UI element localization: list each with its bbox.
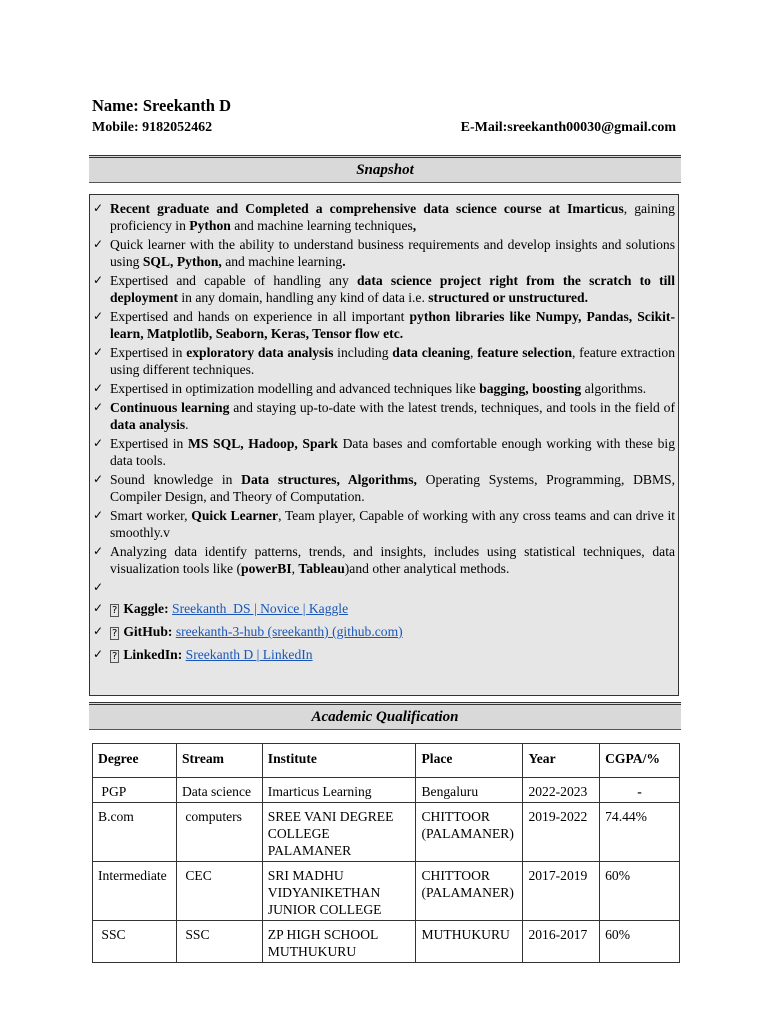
bold-text: exploratory data analysis bbox=[186, 345, 334, 360]
snapshot-item bbox=[93, 344, 675, 378]
snapshot-box bbox=[89, 194, 679, 696]
bold-text: structured or unstructured. bbox=[428, 290, 588, 305]
bold-text: data analysis bbox=[110, 417, 186, 432]
table-cell: 60% bbox=[600, 921, 680, 963]
checkmark-icon: ✓ bbox=[93, 237, 104, 251]
profile-link[interactable]: sreekanth-3-hub (sreekanth) (github.com) bbox=[175, 624, 403, 639]
bold-text: Tableau bbox=[298, 561, 345, 576]
column-header: Year bbox=[523, 744, 600, 778]
table-cell: B.com bbox=[93, 803, 177, 862]
item-text: , gaining proficiency in bbox=[110, 201, 675, 233]
bold-text: feature selection bbox=[477, 345, 573, 360]
checkmark-icon: ✓ bbox=[93, 273, 104, 287]
table-row bbox=[93, 862, 680, 921]
table-cell: SSC bbox=[93, 921, 177, 963]
snapshot-item bbox=[93, 399, 675, 433]
table-header-row bbox=[93, 744, 680, 778]
item-text: Data bases and comfortable enough working with these big data tools. bbox=[110, 436, 675, 468]
bold-text: data science project right from the scratch to till deployment bbox=[110, 273, 675, 305]
item-text: Smart worker, bbox=[110, 508, 192, 523]
table-cell: MUTHUKURU bbox=[416, 921, 523, 963]
table-cell: 2017-2019 bbox=[523, 862, 600, 921]
item-text: and machine learning techniques bbox=[230, 218, 413, 233]
table-cell: CHITTOOR (PALAMANER) bbox=[416, 862, 523, 921]
item-text: Expertised in optimization modelling and advanced techniques like bbox=[110, 381, 480, 396]
item-text: Expertised in bbox=[110, 436, 189, 451]
item-text: Expertised in bbox=[110, 345, 187, 360]
checkmark-icon: ✓ bbox=[93, 601, 104, 615]
item-text: and staying up-to-date with the latest trends, techniques, and tools in the field of bbox=[229, 400, 675, 415]
checkmark-icon: ✓ bbox=[93, 309, 104, 323]
snapshot-item bbox=[93, 200, 675, 234]
table-cell: SRI MADHU VIDYANIKETHAN JUNIOR COLLEGE bbox=[262, 862, 416, 921]
item-text: and machine learning bbox=[221, 254, 343, 269]
table-cell: 2022-2023 bbox=[523, 778, 600, 803]
bold-text: Data structures, Algorithms, bbox=[241, 472, 417, 487]
column-header: Stream bbox=[176, 744, 262, 778]
item-text: Expertised and hands on experience in all important bbox=[110, 309, 410, 324]
table-cell: CEC bbox=[176, 862, 262, 921]
missing-glyph-icon: ? bbox=[112, 651, 118, 662]
checkmark-icon: ✓ bbox=[93, 201, 104, 215]
item-text: Analyzing data identify patterns, trends, and insights, includes using statistical techniques, data visualization tools like ( bbox=[110, 544, 675, 576]
bold-text: Continuous learning bbox=[110, 400, 230, 415]
snapshot-item bbox=[93, 543, 675, 577]
profile-link-label: LinkedIn: bbox=[123, 647, 183, 662]
checkmark-icon: ✓ bbox=[93, 400, 104, 414]
bold-text: powerBI bbox=[241, 561, 292, 576]
snapshot-heading: Snapshot bbox=[89, 155, 681, 183]
table-cell: Intermediate bbox=[93, 862, 177, 921]
table-cell: Bengaluru bbox=[416, 778, 523, 803]
snapshot-item bbox=[93, 471, 675, 505]
item-text: Sound knowledge in bbox=[110, 472, 242, 487]
column-header: Place bbox=[416, 744, 523, 778]
profile-link-item bbox=[93, 600, 675, 619]
bold-text: SQL, Python, bbox=[142, 254, 222, 269]
bold-text: Recent graduate and Completed a comprehensive data science course at Imarticus bbox=[110, 201, 624, 216]
contact-line bbox=[92, 120, 676, 136]
item-text: , bbox=[291, 561, 299, 576]
table-cell: Imarticus Learning bbox=[262, 778, 416, 803]
profile-link-label: Kaggle: bbox=[123, 601, 169, 616]
profile-link-item bbox=[93, 646, 675, 665]
profile-link-item bbox=[93, 623, 675, 642]
table-cell: Data science bbox=[176, 778, 262, 803]
item-text: . bbox=[185, 417, 189, 432]
mobile-number: Mobile: 9182052462 bbox=[92, 120, 213, 135]
missing-glyph-icon: ? bbox=[112, 628, 118, 639]
table-cell: - bbox=[600, 778, 680, 803]
checkmark-icon: ✓ bbox=[93, 381, 104, 395]
item-text: algorithms. bbox=[581, 381, 647, 396]
profile-link-label: GitHub: bbox=[123, 624, 173, 639]
item-text: Operating Systems, Programming, DBMS, Compiler Design, and Theory of Computation. bbox=[110, 472, 675, 504]
table-cell: 60% bbox=[600, 862, 680, 921]
table-row bbox=[93, 778, 680, 803]
checkmark-icon: ✓ bbox=[93, 345, 104, 359]
column-header: CGPA/% bbox=[600, 744, 680, 778]
item-text: in any domain, handling any kind of data i.e. bbox=[177, 290, 429, 305]
snapshot-item bbox=[93, 579, 675, 596]
table-cell: CHITTOOR (PALAMANER) bbox=[416, 803, 523, 862]
item-text: including bbox=[333, 345, 393, 360]
item-text: Expertised and capable of handling any bbox=[110, 273, 357, 288]
table-cell: 2019-2022 bbox=[523, 803, 600, 862]
snapshot-item bbox=[93, 272, 675, 306]
snapshot-item bbox=[93, 308, 675, 342]
snapshot-item bbox=[93, 380, 675, 397]
bold-text: MS SQL, Hadoop, Spark bbox=[188, 436, 338, 451]
bold-text: , bbox=[412, 218, 417, 233]
checkmark-icon: ✓ bbox=[93, 624, 104, 638]
item-text: , feature extraction using different techniques. bbox=[110, 345, 675, 377]
checkmark-icon: ✓ bbox=[93, 508, 104, 522]
snapshot-list bbox=[90, 195, 678, 665]
bold-text: bagging, boosting bbox=[479, 381, 582, 396]
item-text: , Team player, Capable of working with any cross teams and can drive it smoothly.v bbox=[110, 508, 676, 540]
checkmark-icon: ✓ bbox=[93, 436, 104, 450]
item-text: , bbox=[470, 345, 478, 360]
snapshot-item bbox=[93, 435, 675, 469]
table-cell: ZP HIGH SCHOOL MUTHUKURU bbox=[262, 921, 416, 963]
checkmark-icon: ✓ bbox=[93, 580, 104, 594]
table-cell: SREE VANI DEGREE COLLEGE PALAMANER bbox=[262, 803, 416, 862]
bold-text: python libraries like Numpy, Pandas, Scikit-learn, Matplotlib, Seaborn, Keras, Tensor flow etc. bbox=[110, 309, 675, 341]
academic-heading: Academic Qualification bbox=[89, 702, 681, 730]
candidate-name: Name: Sreekanth D bbox=[92, 96, 232, 115]
bold-text: Quick Learner bbox=[191, 508, 279, 523]
missing-glyph-icon: ? bbox=[112, 605, 118, 616]
profile-link[interactable]: Sreekanth D | LinkedIn bbox=[185, 647, 313, 662]
checkmark-icon: ✓ bbox=[93, 472, 104, 486]
table-cell: 2016-2017 bbox=[523, 921, 600, 963]
item-text: )and other analytical methods. bbox=[344, 561, 510, 576]
bold-text: . bbox=[342, 254, 346, 269]
checkmark-icon: ✓ bbox=[93, 544, 104, 558]
profile-link[interactable]: Sreekanth_DS | Novice | Kaggle bbox=[172, 601, 349, 616]
item-text: Quick learner with the ability to understand business requirements and develop insights and solutions using bbox=[110, 237, 675, 269]
table-row bbox=[93, 921, 680, 963]
column-header: Degree bbox=[93, 744, 177, 778]
academic-table bbox=[92, 743, 680, 963]
email-address: E-Mail:sreekanth00030@gmail.com bbox=[460, 120, 676, 135]
checkmark-icon: ✓ bbox=[93, 647, 104, 661]
table-body bbox=[93, 778, 680, 963]
table-row bbox=[93, 803, 680, 862]
table-cell: computers bbox=[176, 803, 262, 862]
table-cell: SSC bbox=[176, 921, 262, 963]
table-cell: PGP bbox=[93, 778, 177, 803]
bold-text: data cleaning bbox=[392, 345, 471, 360]
snapshot-item bbox=[93, 507, 676, 541]
table-cell: 74.44% bbox=[600, 803, 680, 862]
snapshot-item bbox=[93, 236, 675, 270]
bold-text: Python bbox=[189, 218, 231, 233]
column-header: Institute bbox=[262, 744, 416, 778]
